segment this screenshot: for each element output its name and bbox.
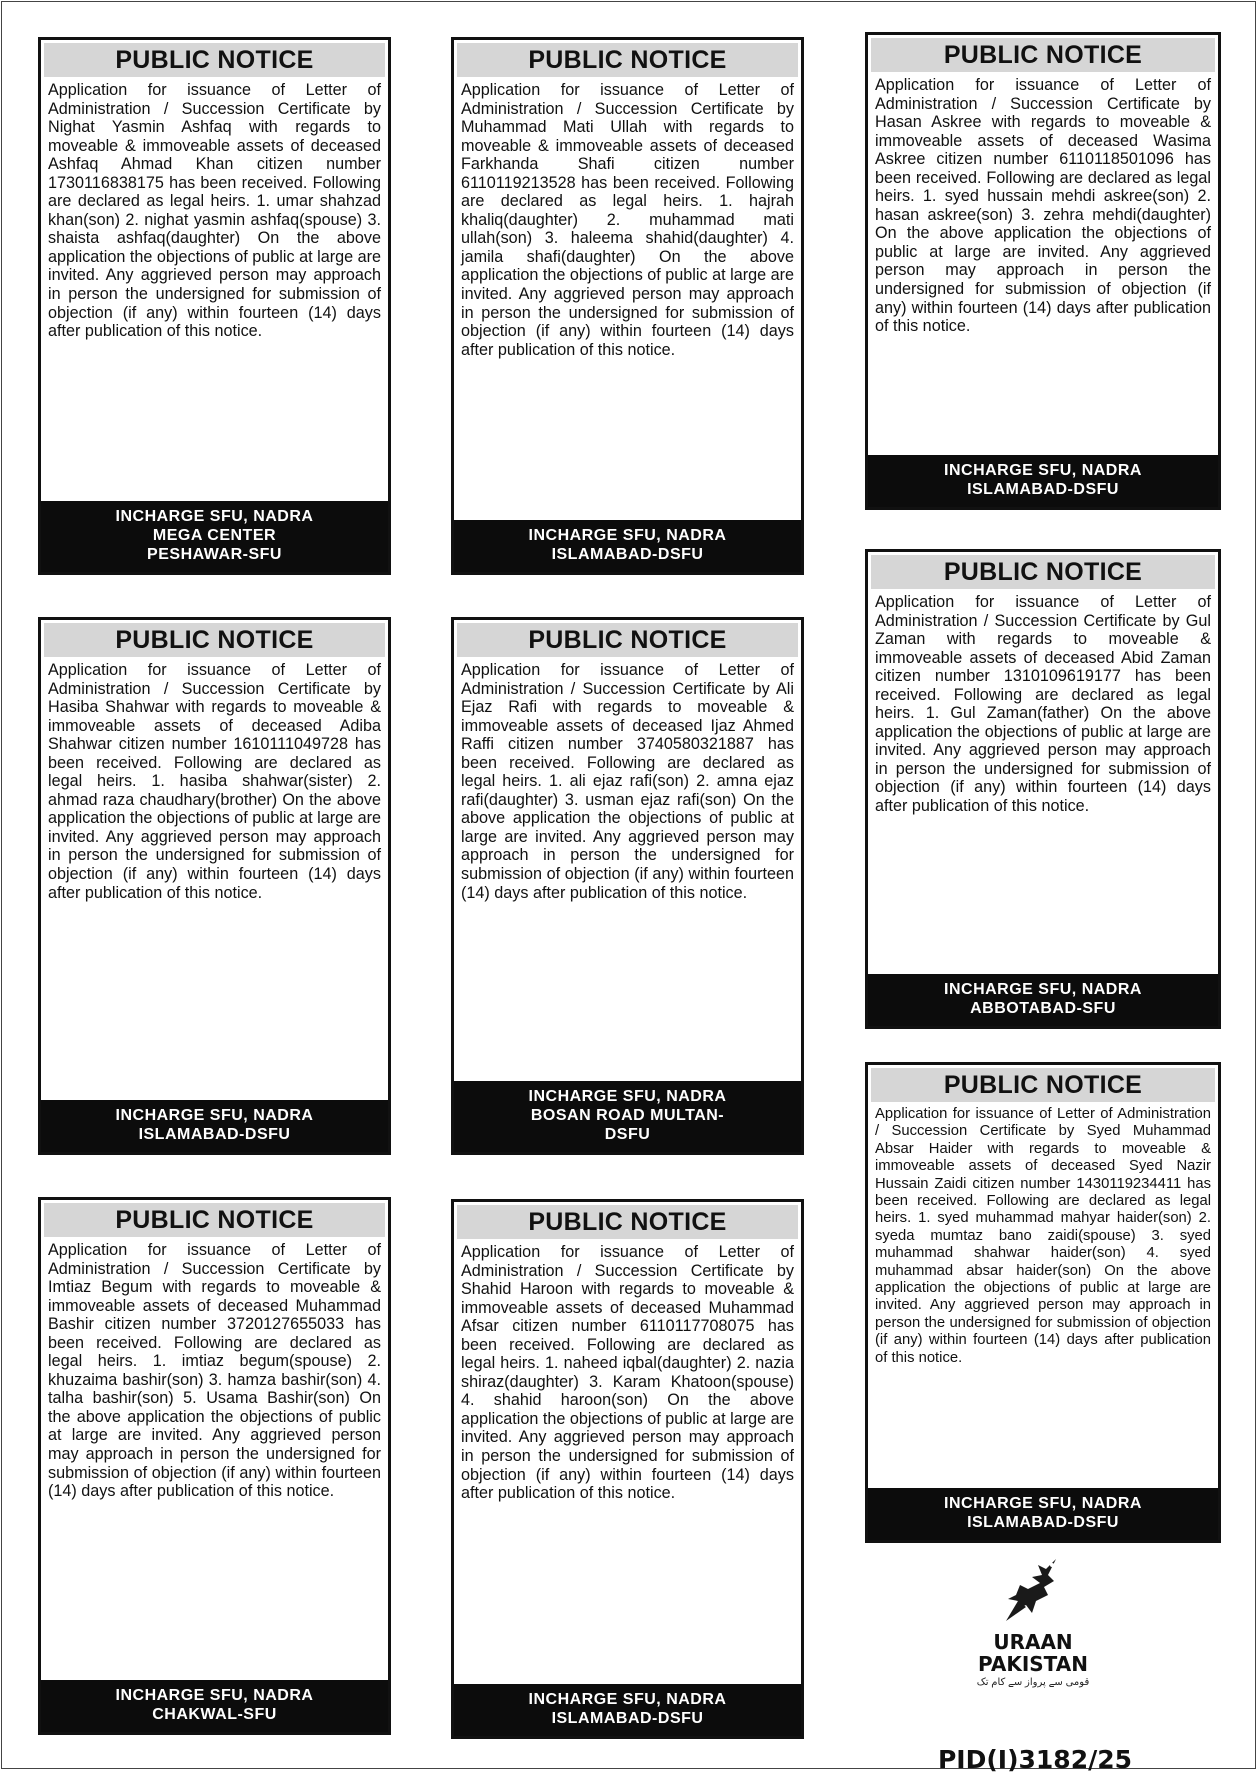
bird-icon: [998, 1555, 1068, 1625]
footer-line: BOSAN ROAD MULTAN-: [530, 1107, 725, 1124]
footer-line: INCHARGE SFU, NADRA: [528, 527, 727, 544]
logo-text-line2: PAKISTAN: [978, 1652, 1088, 1676]
notice-body: Application for issuance of Letter of Administration / Succession Certificate by Muhammad Mati Ullah with regards to moveable & immoveable assets of deceased Farkhanda Shafi citizen number 6110119213528 has been received. Following are declared as legal heirs. 1. hajrah khaliq(daughter) 2. muhammad mati ullah(son) 3. haleema shahid(daughter) 4. jamila shafi(daughter) On the above application the objections of public at large are invited. Any aggrieved person may approach in person the undersigned for submission of objection (if any) within fourteen (14) days after publication of this notice.: [461, 81, 794, 359]
notice-body: Application for issuance of Letter of Administration / Succession Certificate by Shahid Haroon with regards to moveable & immoveable assets of deceased Muhammad Afsar citizen number 6110117708075 has been received. Following are declared as legal heirs. 1. naheed iqbal(daughter) 2. nazia shiraz(daughter) 3. Karam Khatoon(spouse) 4. shahid haroon(son) On the above application the objections of public at large are invited. Any aggrieved person may approach in person the undersigned for submission of objection (if any) within fourteen (14) days after publication of this notice.: [461, 1243, 794, 1503]
notice-body: Application for issuance of Letter of Administration / Succession Certificate by Hasiba Shahwar with regards to moveable & immoveable assets of deceased Adiba Shahwar citizen number 1610111049728 has been received. Following are declared as legal heirs. 1. hasiba shahwar(sister) 2. ahmad raza chaudhary(brother) On the above application the objections of public at large are invited. Any aggrieved person may approach in person the undersigned for submission of objection (if any) within fourteen (14) days after publication of this notice.: [48, 661, 381, 902]
notice-body: Application for issuance of Letter of Administration / Succession Certificate by Imtiaz Begum with regards to moveable & immoveable assets of deceased Muhammad Bashir citizen number 3720127655033 has been received. Following are declared as legal heirs. 1. imtiaz begum(spouse) 2. khuzaima bashir(son) 3. hamza bashir(son) 4. talha bashir(son) 5. Usama Bashir(son) On the above application the objections of public at large are invited. Any aggrieved person may approach in person the undersigned for submission of objection (if any) within fourteen (14) days after publication of this notice.: [48, 1241, 381, 1501]
footer-line: INCHARGE SFU, NADRA: [115, 508, 314, 525]
public-notice-5: [451, 617, 804, 1155]
public-notice-7: [865, 1062, 1221, 1543]
footer-line: CHAKWAL-SFU: [152, 1706, 277, 1723]
public-notice-6: [865, 549, 1221, 1029]
footer-line: INCHARGE SFU, NADRA: [944, 462, 1142, 479]
notice-heading: PUBLIC NOTICE: [457, 623, 798, 657]
notice-heading: PUBLIC NOTICE: [457, 1205, 798, 1239]
public-notice-9: [451, 1199, 804, 1739]
footer-line: INCHARGE SFU, NADRA: [944, 1495, 1142, 1512]
footer-line: INCHARGE SFU, NADRA: [115, 1107, 314, 1124]
footer-line: DSFU: [604, 1126, 651, 1143]
footer-line: PESHAWAR-SFU: [147, 546, 282, 563]
footer-line: ISLAMABAD-DSFU: [551, 1710, 704, 1727]
footer-line: ISLAMABAD-DSFU: [967, 481, 1119, 498]
footer-line: INCHARGE SFU, NADRA: [115, 1687, 314, 1704]
footer-line: INCHARGE SFU, NADRA: [528, 1088, 727, 1105]
notice-footer: [41, 1680, 388, 1732]
footer-line: INCHARGE SFU, NADRA: [944, 981, 1142, 998]
notice-heading: PUBLIC NOTICE: [44, 623, 385, 657]
notice-footer: [454, 520, 801, 572]
footer-line: ISLAMABAD-DSFU: [967, 1514, 1119, 1531]
notice-body: Application for issuance of Letter of Administration / Succession Certificate by Hasan Askree with regards to moveable & immoveable assets of deceased Wasima Askree citizen number 6110118501096 has been received. Following are declared as legal heirs. 1. syed hussain mehdi askree(son) 2. hasan askree(son) 3. zehra mehdi(daughter) On the above application the objections of public at large are invited. Any aggrieved person may approach in person the undersigned for submission of objection (if any) within fourteen (14) days after publication of this notice.: [875, 76, 1211, 336]
footer-line: INCHARGE SFU, NADRA: [528, 1691, 727, 1708]
notice-heading: PUBLIC NOTICE: [457, 43, 798, 77]
notice-heading: PUBLIC NOTICE: [44, 43, 385, 77]
notice-footer: [41, 1100, 388, 1152]
notice-heading: PUBLIC NOTICE: [44, 1203, 385, 1237]
notice-body: Application for issuance of Letter of Administration / Succession Certificate by Nighat Yasmin Ashfaq with regards to moveable & immoveable assets of deceased Ashfaq Ahmad Khan citizen number 1730116838175 has been received. Following are declared as legal heirs. 1. umar shahzad khan(son) 2. nighat yasmin ashfaq(spouse) 3. shaista ashfaq(daughter) On the above application the objections of public at large are invited. Any aggrieved person may approach in person the undersigned for submission of objection (if any) within fourteen (14) days after publication of this notice.: [48, 81, 381, 341]
notice-footer: [868, 974, 1218, 1026]
footer-line: MEGA CENTER: [152, 527, 277, 544]
logo-tagline: قومی سے پرواز سے کام تک: [976, 1677, 1090, 1688]
notice-body: Application for issuance of Letter of Administration / Succession Certificate by Ali Ejaz Rafi with regards to moveable & immoveable assets of deceased Ijaz Ahmed Raffi citizen number 3740580321887 has been received. Following are declared as legal heirs. 1. ali ejaz rafi(son) 2. amna ejaz rafi(daughter) 3. usman ejaz rafi(son) On the above application the objections of public at large are invited. Any aggrieved person may approach in person the undersigned for submission of objection (if any) within fourteen (14) days after publication of this notice.: [461, 661, 794, 902]
notice-body: Application for issuance of Letter of Administration / Succession Certificate by Gul Zaman with regards to moveable & immoveable assets of deceased Abid Zaman citizen number 1310109619177 has been received. Following are declared as legal heirs. 1. Gul Zaman(father) On the above application the objections of public at large are invited. Any aggrieved person may approach in person the undersigned for submission of objection (if any) within fourteen (14) days after publication of this notice.: [875, 593, 1211, 816]
public-notice-4: [38, 617, 391, 1155]
notice-footer: [868, 1488, 1218, 1540]
notice-heading: PUBLIC NOTICE: [871, 38, 1215, 72]
pid-number: PID(I)3182/25: [937, 1745, 1133, 1774]
footer-line: ISLAMABAD-DSFU: [551, 546, 704, 563]
public-notice-8: [38, 1197, 391, 1735]
logo-text-line1: URAAN: [993, 1630, 1073, 1654]
notice-footer: [41, 501, 388, 572]
uraan-pakistan-logo: [968, 1555, 1098, 1725]
notice-body: Application for issuance of Letter of Administration / Succession Certificate by Syed Muhammad Absar Haider with regards to moveable & immoveable assets of deceased Syed Nazir Hussain Zaidi citizen number 1430119234411 has been received. Following are declared as legal heirs. 1. syed muhammad mahyar haider(son) 2. syeda mumtaz bano zaidi(spouse) 3. syed muhammad shahwar haider(son) 4. syed muhammad absar haider(son) On the above application the objections of public at large are invited. Any aggrieved person may approach in person the undersigned for submission of objection (if any) within fourteen (14) days after publication of this notice.: [875, 1106, 1211, 1366]
public-notice-2: [451, 37, 804, 575]
notice-footer: [454, 1081, 801, 1152]
notice-footer: [454, 1684, 801, 1736]
footer-line: ABBOTABAD-SFU: [970, 1000, 1116, 1017]
notice-heading: PUBLIC NOTICE: [871, 555, 1215, 589]
public-notice-3: [865, 32, 1221, 510]
footer-line: ISLAMABAD-DSFU: [138, 1126, 291, 1143]
notice-heading: PUBLIC NOTICE: [871, 1068, 1215, 1102]
public-notice-1: [38, 37, 391, 575]
notice-footer: [868, 455, 1218, 507]
